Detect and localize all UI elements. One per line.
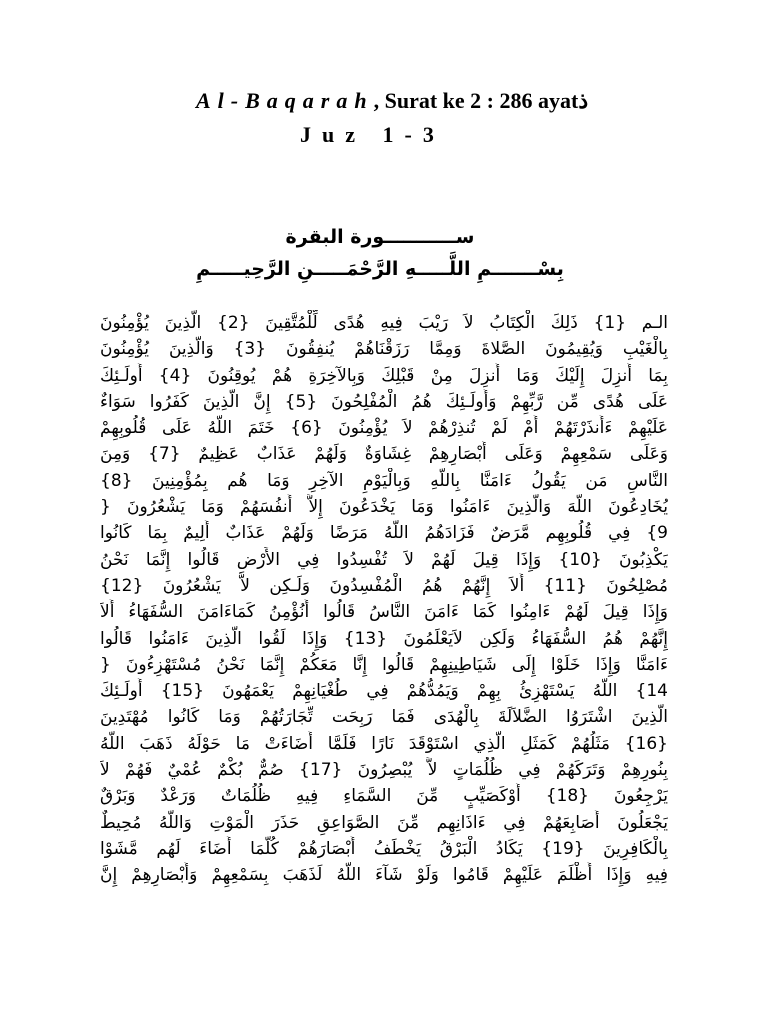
verse-line: بِمَا أُنزِلَ إِلَيْكَ وَمَا أُنزِلَ مِنْ قَبْلِكَ وَبِالآخِرَةِ هُمْ يُوقِنُونَ {4} أُولَـئِكَ — [100, 365, 668, 386]
verse-line: النَّاسِ مَن يَقُولُ ءَامَنَّا بِاللَّهِ وَبِالْيَوْمِ الآخِرِ وَمَا هُم بِمُؤْمِنِينَ {8} — [100, 470, 668, 491]
verse-line: الَّذِينَ اشْتَرَوُا الضَّلاَلَةَ بِالْهُدَى فَمَا رَبِحَت تِّجَارَتُهُمْ وَمَا كَانُوا مُهْتَدِينَ — [100, 707, 668, 728]
verse-text-block — [100, 310, 668, 942]
verse-line: {16} مَثَلُهُمْ كَمَثَلِ الَّذِي اسْتَوْقَدَ نَارًا فَلَمَّا أَضَاءَتْ مَا حَوْلَهُ ذَهَبَ اللَّهُ — [100, 733, 668, 754]
surah-header — [196, 88, 588, 114]
verse-line: وَعَلَى سَمْعِهِمْ وَعَلَى أَبْصَارِهِمْ غِشَاوَةٌ وَلَهُمْ عَذَابٌ عَظِيمٌ {7} وَمِنَ — [100, 444, 668, 465]
surah-arabic-title: ســـــــــــورة البقرة — [285, 226, 475, 248]
verse-line: عَلَى هُدًى مِّن رَّبِّهِمْ وَأُولَـئِكَ هُمُ الْمُفْلِحُونَ {5} إِنَّ الَّذِينَ كَفَرُوا سَوَاءٌ — [100, 391, 668, 412]
verse-line: وَإِذَا قِيلَ لَهُمْ ءَامِنُوا كَمَا ءَامَنَ النَّاسُ قَالُوا أَنُؤْمِنُ كَمَاءَامَنَ السُّفَهَاءُ أَلاَ — [100, 602, 668, 623]
verse-line: بِالْغَيْبِ وَيُقِيمُونَ الصَّلاةَ وَمِمَّا رَزَقْنَاهُمْ يُنفِقُونَ {3} وَالَّذِينَ يُؤْمِنُونَ — [100, 339, 668, 360]
surah-latin-name: Al-Baqarah — [196, 88, 374, 113]
verse-line: ءَامَنَّا وَإِذَا خَلَوْا إِلَى شَيَاطِينِهِمْ قَالُوا إِنَّا مَعَكُمْ إِنَّمَا نَحْنُ مُسْتَهْزِءُونَ { — [100, 654, 668, 675]
verse-line: 14} اللَّهُ يَسْتَهْزِئُ بِهِمْ وَيَمُدُّهُمْ فِي طُغْيَانِهِمْ يَعْمَهُونَ {15} أُولَـئِكَ — [100, 681, 668, 702]
surah-info: , Surat ke 2 : 286 ayat — [373, 88, 579, 113]
juz-label: Juz 1-3 — [300, 122, 445, 147]
verse-line: يَكْذِبُونَ {10} وَإِذَا قِيلَ لَهُمْ لاَ تُفْسِدُوا فِي الأَرْضِ قَالُوا إِنَّمَا نَحْنُ — [100, 549, 668, 570]
verse-line: إِنَّهُمْ هُمُ السُّفَهَاءُ وَلَكِن لاَيَعْلَمُونَ {13} وَإِذَا لَقُوا الَّذِينَ ءَامَنُوا قَالُوا — [100, 628, 668, 649]
verse-line: بِنُورِهِمْ وَتَرَكَهُمْ فِي ظُلُمَاتٍ لاَّ يُبْصِرُونَ {17} صُمٌّ بُكْمٌ عُمْيٌ فَهُمْ لاَ — [100, 760, 668, 781]
verse-line: يَجْعَلُونَ أَصَابِعَهُمْ فِي ءَاذَانِهِم مِّنَ الصَّوَاعِقِ حَذَرَ الْمَوْتِ وَاللَّهُ مُحِيطٌ — [100, 812, 668, 833]
verse-line: مُصْلِحُونَ {11} أَلاَ إِنَّهُمْ هُمُ الْمُفْسِدُونَ وَلَـكِن لاَّ يَشْعُرُونَ {12} — [100, 575, 668, 596]
verse-line: الـم {1} ذَلِكَ الْكِتَابُ لاَ رَيْبَ فِيهِ هُدًى لِّلْمُتَّقِينَ {2} الَّذِينَ يُؤْمِنُونَ — [100, 313, 668, 333]
basmala: بِسْـــــــمِ اللَّـــــهِ الرَّحْمَـــــنِ الرَّحِيـــــمِ — [196, 258, 564, 280]
header-mark: ذ — [578, 88, 589, 113]
verse-line: يُخَادِعُونَ اللَّهَ وَالَّذِينَ ءَامَنُوا وَمَا يَخْدَعُونَ إِلاَّ أَنفُسَهُمْ وَمَا يَشْعُرُونَ { — [100, 497, 668, 518]
verse-line: عَلَيْهِمْ ءَأَنذَرْتَهُمْ أَمْ لَمْ تُنذِرْهُمْ لاَ يُؤْمِنُونَ {6} خَتَمَ اللَّهُ عَلَى قُلُوبِهِمْ — [100, 418, 668, 439]
verse-line: يَرْجِعُونَ {18} أَوْكَصَيِّبٍ مِّنَ السَّمَاءِ فِيهِ ظُلُمَاتٌ وَرَعْدٌ وَبَرْقٌ — [100, 786, 668, 807]
verse-line: بِالْكَافِرِينَ {19} يَكَادُ الْبَرْقُ يَخْطَفُ أَبْصَارَهُمْ كُلَّمَا أَضَاءَ لَهُم مَّشَوْا — [100, 838, 668, 859]
verse-line: فِيهِ وَإِذَا أَظْلَمَ عَلَيْهِمْ قَامُوا وَلَوْ شَآءَ اللَّهُ لَذَهَبَ بِسَمْعِهِمْ وَأَبْصَارِهِمْ إِنَّ — [100, 865, 668, 886]
verse-line: 9} فِي قُلُوبِهِم مَّرَضٌ فَزَادَهُمُ اللَّهُ مَرَضًا وَلَهُمْ عَذَابٌ أَلِيمٌ بِمَا كَانُوا — [100, 523, 668, 544]
